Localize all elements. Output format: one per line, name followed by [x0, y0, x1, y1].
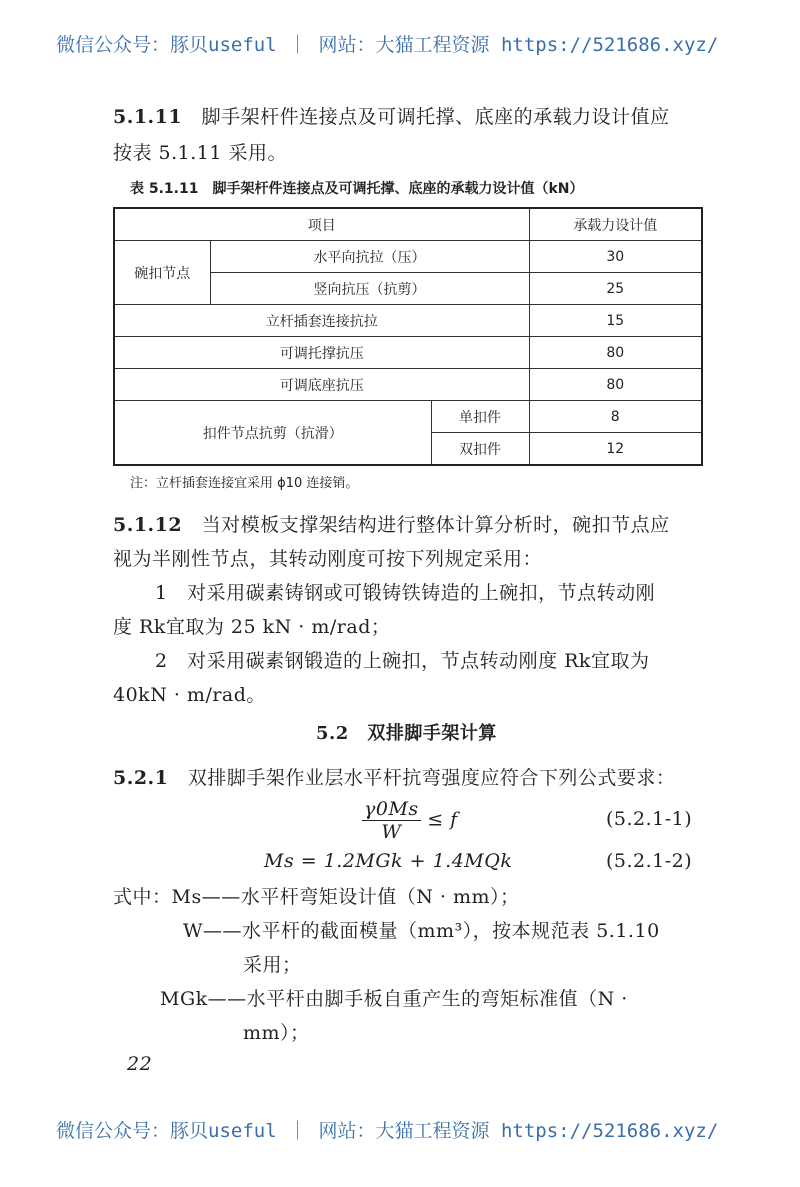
- definition-text: Ms——水平杆弯矩设计值（N · mm）；: [171, 886, 520, 908]
- table-cell: 8: [529, 401, 702, 433]
- clause-text: 视为半刚性节点，其转动刚度可按下列规定采用：: [113, 548, 543, 570]
- table-cell: 立杆插套连接抗拉: [114, 305, 529, 337]
- table-cell: 25: [529, 273, 702, 305]
- table-cell: 可调托撑抗压: [114, 337, 529, 369]
- clause-text: 当对模板支撑架结构进行整体计算分析时，碗扣节点应: [201, 514, 670, 536]
- table-header: 项目: [114, 208, 529, 241]
- formula-rhs: ≤ f: [427, 808, 458, 831]
- watermark-top: 微信公众号：豚贝useful ｜ 网站：大猫工程资源 https://521686.xyz/: [56, 34, 719, 56]
- table-cell: 12: [529, 433, 702, 466]
- section-heading: 5.2 双排脚手架计算: [316, 723, 497, 744]
- list-item: 1 对采用碳素铸钢或可锻铸铁铸造的上碗扣，节点转动刚: [155, 582, 656, 604]
- table-row: [114, 305, 702, 337]
- table-caption: 表 5.1.11 脚手架杆件连接点及可调托撑、底座的承载力设计值（kN）: [130, 181, 584, 197]
- watermark-bottom: 微信公众号：豚贝useful ｜ 网站：大猫工程资源 https://521686.xyz/: [56, 1120, 719, 1142]
- table-cell: 可调底座抗压: [114, 369, 529, 401]
- clause-text: 按表 5.1.11 采用。: [113, 142, 288, 164]
- table-cell: 扣件节点抗剪（抗滑）: [114, 401, 431, 466]
- table-cell: 碗扣节点: [114, 241, 210, 305]
- formula-tag: (5.2.1-2): [606, 850, 693, 872]
- table-row: [114, 369, 702, 401]
- definition: 采用；: [243, 954, 302, 976]
- table-header-row: [114, 208, 702, 241]
- table-note: 注：立杆插套连接宜采用 ϕ10 连接销。: [130, 476, 359, 491]
- fraction: [362, 798, 421, 843]
- table-cell: 80: [529, 337, 702, 369]
- clause-5-2-1: [113, 763, 675, 790]
- table-cell: 15: [529, 305, 702, 337]
- clause-number: 5.2.1: [113, 767, 169, 789]
- page-number: 22: [127, 1053, 153, 1075]
- formula-1: [362, 798, 458, 843]
- clause-number: 5.1.12: [113, 514, 183, 536]
- table-cell: 双扣件: [431, 433, 529, 466]
- list-item: 2 对采用碳素钢锻造的上碗扣，节点转动刚度 Rk宜取为: [155, 650, 650, 672]
- table-header: 承载力设计值: [529, 208, 702, 241]
- denominator: W: [381, 821, 402, 843]
- table-cell: 水平向抗拉（压）: [210, 241, 529, 273]
- table-row: [114, 337, 702, 369]
- table-cell: 30: [529, 241, 702, 273]
- list-item: 40kN · m/rad。: [113, 684, 266, 706]
- definition: [113, 882, 520, 909]
- numerator: γ0Ms: [364, 798, 419, 820]
- table-cell: 80: [529, 369, 702, 401]
- table-row: [114, 401, 702, 433]
- table-row: [114, 241, 702, 273]
- clause-number: 5.1.11: [113, 106, 183, 128]
- definition: MGk——水平杆由脚手板自重产生的弯矩标准值（N ·: [160, 988, 628, 1010]
- table-cell: 单扣件: [431, 401, 529, 433]
- clause-text: 脚手架杆件连接点及可调托撑、底座的承载力设计值应: [201, 106, 670, 128]
- clause-5-1-11: [113, 102, 670, 129]
- capacity-table: [113, 207, 703, 466]
- list-item: 度 Rk宜取为 25 kN · m/rad；: [113, 616, 391, 638]
- clause-text: 双排脚手架作业层水平杆抗弯强度应符合下列公式要求：: [187, 767, 676, 789]
- where-label: 式中：: [113, 886, 172, 908]
- definition: W——水平杆的截面模量（mm³），按本规范表 5.1.10: [183, 920, 660, 942]
- definition: mm）；: [243, 1022, 310, 1044]
- clause-5-1-12: [113, 510, 670, 537]
- table-cell: 竖向抗压（抗剪）: [210, 273, 529, 305]
- formula-2: Ms = 1.2MGk + 1.4MQk: [264, 850, 513, 872]
- formula-tag: (5.2.1-1): [606, 808, 693, 830]
